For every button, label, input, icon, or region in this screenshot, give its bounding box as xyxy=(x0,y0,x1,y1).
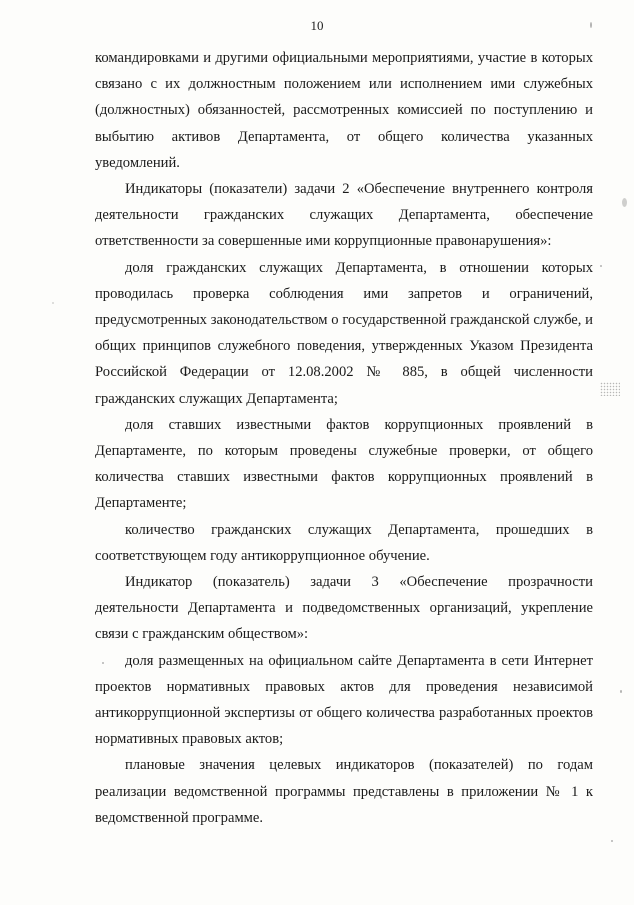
scan-noise xyxy=(600,382,620,396)
paragraph-1: командировками и другими официальными мероприятиями, участие в которых связано с их должностным положением или исполнением ими служебных (должностных) обязанностей, рассмотренных комиссией по поступлению и выбытию активов Департамента, от общего количества указанных уведомлений. xyxy=(95,50,593,171)
paragraph-4: доля ставших известными фактов коррупционных проявлений в Департаменте, по которым проведены служебные проверки, от общего количества ставших известными фактов коррупционных проявлений в Департаменте; xyxy=(95,416,593,512)
scan-speck xyxy=(590,22,592,28)
paragraph-2: Индикаторы (показатели) задачи 2 «Обеспечение внутреннего контроля деятельности гражданских служащих Департамента, обеспечение ответственности за совершенные ими коррупционные правонарушения»: xyxy=(95,181,593,250)
scan-speck xyxy=(611,840,613,842)
scan-speck xyxy=(102,662,104,664)
paragraph-3: доля гражданских служащих Департамента, в отношении которых проводилась проверка соблюдения ими запретов и ограничений, предусмотренных законодательством о государственной гражданской службе, и общих принципов служебного поведения, утвержденных Указом Президента Российской Федерации от 12.08.2002 № 885, в общей численности гражданских служащих Департамента; xyxy=(95,259,593,407)
paragraph-5: количество гражданских служащих Департамента, прошедших в соответствующем году антикоррупционное обучение. xyxy=(95,521,593,564)
paragraph-6: Индикатор (показатель) задачи 3 «Обеспечение прозрачности деятельности Департамента и подведомственных организаций, укрепление связи с гражданским обществом»: xyxy=(95,574,593,643)
page-number: 10 xyxy=(310,18,324,33)
body-text xyxy=(95,45,593,831)
paragraph-7: доля размещенных на официальном сайте Департамента в сети Интернет проектов нормативных правовых актов для проведения независимой антикоррупционной экспертизы от общего количества разработанных проектов нормативных правовых актов; xyxy=(95,652,593,748)
scan-speck xyxy=(52,302,54,304)
scan-speck xyxy=(600,265,602,267)
paragraph-8: плановые значения целевых индикаторов (показателей) по годам реализации ведомственной программы представлены в приложении № 1 к ведомственной программе. xyxy=(95,757,593,826)
scan-speck xyxy=(620,690,622,693)
scan-speck xyxy=(622,198,627,207)
